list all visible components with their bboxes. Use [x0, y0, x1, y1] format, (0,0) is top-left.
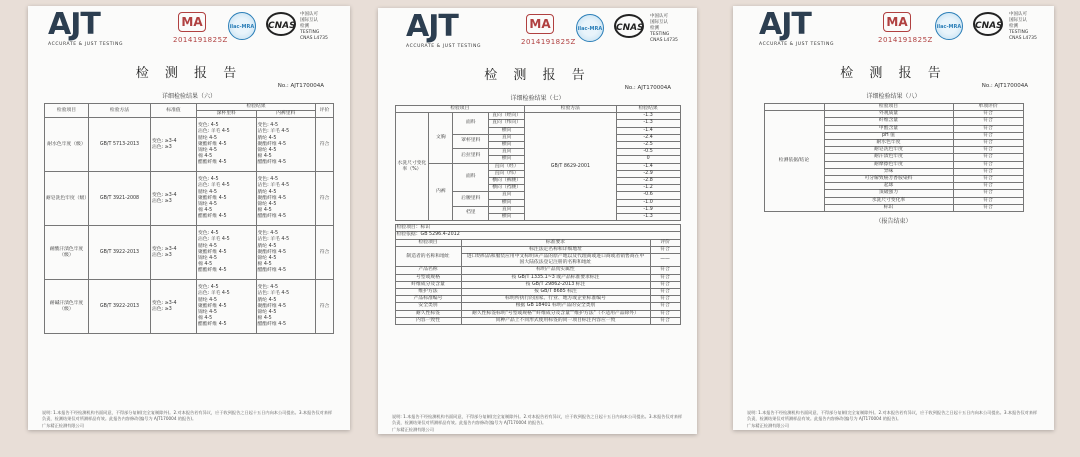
- ilac-mra-icon: ilac-MRA: [935, 12, 963, 40]
- table-cell: 后腰里料: [453, 192, 489, 206]
- table-cell: 直向: [489, 149, 525, 156]
- table-cell: 水洗尺寸变化率（%）: [395, 113, 429, 221]
- table-cell: 变色: 4-5 沾色: 羊毛 4-5 腈纶 4-5 聚酯纤维 4-5 锦纶 4-5 棉 4-5 醋酯纤维 4-5: [256, 226, 316, 280]
- ma-mark: MA: [526, 14, 554, 34]
- table-cell: 可分解致癌芳香胺染料: [824, 176, 953, 183]
- table-header: 检验方法: [89, 104, 151, 118]
- table-cell: 直向: [489, 134, 525, 141]
- table-cell: 耐水色牢度（级）: [45, 118, 89, 172]
- table-cell: GB/T 3922-2013: [89, 280, 151, 334]
- table-cell: 直向（纬）: [489, 170, 525, 177]
- table-cell: -1.3: [616, 214, 680, 221]
- table-cell: 耐久性标签: [395, 310, 461, 317]
- table-cell: 横向: [489, 156, 525, 163]
- table-cell: 变色: 4-5 沾色: 羊毛 4-5 腈纶 4-5 聚酯纤维 4-5 锦纶 4-5 棉 4-5 醋酯纤维 4-5: [256, 118, 316, 172]
- table-cell: 标注法定名称和详细地址: [461, 246, 650, 253]
- table-header: 检验项目: [395, 239, 461, 246]
- table-cell: 符合: [953, 190, 1023, 197]
- table-cell: 符合: [953, 111, 1023, 118]
- table-cell: 耐碱汗渍色牢度（级）: [45, 280, 89, 334]
- table-cell: 同种产品上不同形式使用标签的同一项目标注内容应一致: [461, 317, 650, 324]
- table-row: [395, 113, 680, 120]
- table-cell: 耐摩擦色牢度: [824, 161, 953, 168]
- table-cell: 横向（裆腰）: [489, 185, 525, 192]
- table-cell: -2.9: [616, 170, 680, 177]
- table-cell: -2.4: [616, 134, 680, 141]
- table-cell: 进口纺织品和服装应用中文标明该产品的原产地以及代理商或进口商或者销售商在中国大陆依法登记注册的名称和地址: [461, 254, 650, 267]
- cnas-icon: CNAS: [973, 12, 1003, 36]
- table-header: [764, 104, 824, 111]
- report-footer: 说明: 1.本报告不经检测机构书面同意，不得部分复制(完全复制除外)。2.对本报告若有异议，应于收到报告之日起十五日内向本公司提出。3.本报告仅对来样负责，检测结果仅对所测样品有效。此报告内容修改(编号为 AJT170004 的报告)。: [42, 410, 333, 421]
- table-cell: 符合: [953, 125, 1023, 132]
- ajt-logo-subtitle: ACCURATE & JUST TESTING: [406, 44, 482, 49]
- table-cell: 耐皂洗色牢度: [824, 147, 953, 154]
- cnas-icon: CNAS: [614, 14, 644, 38]
- table-cell: 变色: 4-5 沾色: 羊毛 4-5 腈纶 4-5 聚酯纤维 4-5 锦纶 4-5 棉 4-5 醋酯纤维 4-5: [256, 172, 316, 226]
- table-cell: 直向（纬向）: [489, 120, 525, 127]
- table-cell: -1.2: [616, 185, 680, 192]
- table-cell: 横向: [489, 199, 525, 206]
- table-cell: 内裤: [429, 163, 453, 221]
- table-header: 检验结果: [197, 104, 316, 111]
- table-row: [45, 280, 334, 334]
- table-cell: 耐久性标签标明"号型或规格""纤维成分及含量""维护方法"（不适用产品除外）: [461, 310, 650, 317]
- table-cell: 符合: [650, 281, 680, 288]
- table-cell: ——: [650, 254, 680, 267]
- table-cell: 变色: 4-5 沾色: 羊毛 4-5 腈纶 4-5 聚酯纤维 4-5 锦纶 4-5 棉 4-5 醋酯纤维 4-5: [256, 280, 316, 334]
- report-subtitle: 详细检验结果（六）: [161, 93, 216, 100]
- table-cell: 符合: [316, 172, 334, 226]
- table-cell: 制造者的名称和地址: [395, 246, 461, 267]
- table-cell: 符合: [953, 118, 1023, 125]
- table-cell: 纤维含量: [824, 118, 953, 125]
- table-cell: 耐酸汗渍色牢度（级）: [45, 226, 89, 280]
- table-cell: 直向（经）: [489, 163, 525, 170]
- table-cell: 维护方法: [395, 289, 461, 296]
- table-cell: 面料: [453, 113, 489, 135]
- cnas-icon: CNAS: [266, 12, 296, 36]
- table-header: 单项评价: [953, 104, 1023, 111]
- label-table: [395, 224, 681, 325]
- table-cell: 耐汗渍色牢度: [824, 154, 953, 161]
- report-header: [733, 6, 1054, 56]
- ma-mark: MA: [883, 12, 911, 32]
- table-cell: -0.5: [616, 149, 680, 156]
- table-cell: 号型或规格: [395, 274, 461, 281]
- table-subheader: 内裤里料: [256, 111, 316, 118]
- report-footer: 说明: 1.本报告不经检测机构书面同意，不得部分复制(完全复制除外)。2.对本报告若有异议，应于收到报告之日起十五日内向本公司提出。3.本报告仅对来样负责，检测结果仅对所测样品有效。此报告内容修改(编号为 AJT170004 的报告)。: [392, 414, 683, 425]
- table-cell: 横向（裤腰）: [489, 178, 525, 185]
- table-header: 检验项目: [395, 106, 525, 113]
- report-title: 检 测 报 告: [840, 66, 947, 81]
- table-cell: 符合: [953, 132, 1023, 139]
- table-row: [395, 274, 680, 281]
- table-cell: 内容一致性: [395, 317, 461, 324]
- table-row: [395, 317, 680, 324]
- table-cell: 起球: [824, 183, 953, 190]
- table-cell: GB/T 5713-2013: [89, 118, 151, 172]
- table-header: 评价: [316, 104, 334, 118]
- table-cell: 外观质量: [824, 111, 953, 118]
- report-title: 检 测 报 告: [484, 68, 591, 83]
- report-header: [28, 6, 350, 56]
- table-cell: -1.4: [616, 163, 680, 170]
- table-cell: 符合: [650, 289, 680, 296]
- dimension-table: [395, 105, 681, 221]
- table-row: [395, 303, 680, 310]
- table-cell: 符合: [953, 154, 1023, 161]
- table-row: [395, 296, 680, 303]
- report-header: [378, 8, 697, 58]
- table-cell: 变色: 4-5 沾色: 羊毛 4-5 腈纶 4-5 聚酯纤维 4-5 锦纶 4-5 棉 4-5 醋酯纤维 4-5: [197, 118, 257, 172]
- table-row: [45, 226, 334, 280]
- table-cell: 罩杯里料: [453, 134, 489, 148]
- summary-table: [764, 103, 1024, 212]
- table-row: [395, 281, 680, 288]
- company-name: 广东精正检测有限公司: [747, 423, 789, 428]
- report-page-7: [378, 8, 697, 434]
- table-row: [395, 310, 680, 317]
- table-cell: 符合: [953, 147, 1023, 154]
- table-cell: pH 值: [824, 132, 953, 139]
- report-title: 检 测 报 告: [135, 66, 243, 81]
- table-cell: 符合: [953, 183, 1023, 190]
- table-header: 检验方法: [525, 106, 617, 113]
- table-cell: 符合: [650, 303, 680, 310]
- table-cell: 耐皂洗色牢度（级）: [45, 172, 89, 226]
- table-cell: 甲醛含量: [824, 125, 953, 132]
- ma-number: 2014191825Z: [521, 38, 576, 46]
- table-cell: GB/T 3921-2008: [89, 172, 151, 226]
- table-cell: 顶破强力: [824, 190, 953, 197]
- table-cell: GB/T 8629-2001: [525, 113, 617, 221]
- table-row: [764, 111, 1023, 118]
- table-cell: 横向: [489, 127, 525, 134]
- table-header: 标准值: [151, 104, 197, 118]
- report-subtitle: 详细检验结果（八）: [866, 93, 921, 100]
- table-cell: 符合: [316, 226, 334, 280]
- company-name: 广东精正检测有限公司: [42, 423, 84, 428]
- report-end-note: （报告结束）: [875, 218, 912, 226]
- ajt-logo: AJT: [406, 9, 458, 44]
- table-row: [395, 267, 680, 274]
- label-basis: 检验依据：GB 5296.4-2012: [395, 232, 680, 239]
- table-cell: 直向: [489, 192, 525, 199]
- ma-mark: MA: [178, 12, 206, 32]
- table-cell: 根据 GB 18401 标明产品的安全类别: [461, 303, 650, 310]
- table-cell: 符合: [650, 246, 680, 253]
- ilac-mra-icon: ilac-MRA: [576, 14, 604, 42]
- table-cell: 横向: [489, 142, 525, 149]
- table-cell: 异味: [824, 168, 953, 175]
- table-cell: 符合: [316, 280, 334, 334]
- table-cell: 符合: [316, 118, 334, 172]
- ajt-logo-subtitle: ACCURATE & JUST TESTING: [48, 42, 124, 47]
- table-cell: 符合: [650, 317, 680, 324]
- table-cell: 变色: ≥3-4 沾色: ≥3: [151, 226, 197, 280]
- table-cell: 0: [616, 156, 680, 163]
- report-number: No.: AJT170004A: [981, 83, 1028, 89]
- table-cell: 按 GB/T 29862-2013 标注: [461, 281, 650, 288]
- table-cell: 直向（经向）: [489, 113, 525, 120]
- table-row: [395, 289, 680, 296]
- table-header: 检验项目: [824, 104, 953, 111]
- table-cell: -1.4: [616, 127, 680, 134]
- table-cell: 符合: [953, 176, 1023, 183]
- report-page-6: [28, 6, 350, 430]
- table-cell: 变色: ≥3-4 沾色: ≥3: [151, 118, 197, 172]
- table-cell: 按 GB/T 8685 标注: [461, 289, 650, 296]
- ajt-logo: AJT: [759, 7, 811, 42]
- results-table: [44, 103, 334, 334]
- table-cell: 水洗尺寸变化率: [824, 197, 953, 204]
- table-subheader: 深杯里料: [197, 111, 257, 118]
- cnas-text: 中国认可 国际互认 检测 TESTING CNAS L4735: [1009, 12, 1037, 41]
- table-cell: 产品标准编号: [395, 296, 461, 303]
- cnas-text: 中国认可 国际互认 检测 TESTING CNAS L4735: [300, 12, 328, 41]
- table-cell: 直向: [489, 206, 525, 213]
- table-cell: 档里: [453, 206, 489, 220]
- table-cell: 按 GB/T 1335.1~3 或产品标准要求标注: [461, 274, 650, 281]
- table-row: [45, 118, 334, 172]
- table-row: [45, 172, 334, 226]
- table-cell: 符合: [953, 168, 1023, 175]
- ma-number: 2014191825Z: [878, 36, 933, 44]
- table-cell: 符合: [650, 274, 680, 281]
- ajt-logo: AJT: [48, 7, 100, 42]
- ma-number: 2014191825Z: [173, 36, 228, 44]
- table-cell: 面料: [453, 163, 489, 192]
- table-cell: 符合: [650, 267, 680, 274]
- table-cell: 符合: [953, 161, 1023, 168]
- report-footer: 说明: 1.本报告不经检测机构书面同意，不得部分复制(完全复制除外)。2.对本报告若有异议，应于收到报告之日起十五日内向本公司提出。3.本报告仅对来样负责，检测结果仅对所测样品有效。此报告内容修改(编号为 AJT170004 的报告)。: [747, 410, 1038, 421]
- cnas-text: 中国认可 国际互认 检测 TESTING CNAS L4735: [650, 14, 678, 43]
- ilac-mra-icon: ilac-MRA: [228, 12, 256, 40]
- ajt-logo-subtitle: ACCURATE & JUST TESTING: [759, 42, 835, 47]
- table-header: 评价: [650, 239, 680, 246]
- report-number: No.: AJT170004A: [624, 85, 671, 91]
- table-cell: 符合: [953, 197, 1023, 204]
- table-cell: -0.6: [616, 192, 680, 199]
- table-cell: 纤维成分及含量: [395, 281, 461, 288]
- table-row: [395, 246, 680, 253]
- table-cell: 标明所执行的国家、行业、地方或企业标准编号: [461, 296, 650, 303]
- table-cell: GB/T 3922-2013: [89, 226, 151, 280]
- table-cell: 检测依据/结论: [764, 111, 824, 212]
- table-cell: 耐水色牢度: [824, 140, 953, 147]
- table-cell: 符合: [953, 140, 1023, 147]
- table-cell: -1.3: [616, 113, 680, 120]
- report-page-8: [733, 6, 1054, 430]
- table-cell: 变色: ≥3-4 沾色: ≥3: [151, 280, 197, 334]
- table-cell: 产品名称: [395, 267, 461, 274]
- table-cell: 横向: [489, 214, 525, 221]
- table-cell: 标识: [824, 204, 953, 211]
- table-cell: 安全类别: [395, 303, 461, 310]
- table-cell: -1.9: [616, 206, 680, 213]
- table-header: 检验结果: [616, 106, 680, 113]
- table-header: 标准要求: [461, 239, 650, 246]
- report-subtitle: 详细检验结果（七）: [510, 95, 565, 102]
- table-cell: 符合: [650, 310, 680, 317]
- table-cell: -1.0: [616, 199, 680, 206]
- table-cell: 变色: 4-5 沾色: 羊毛 4-5 腈纶 4-5 聚酯纤维 4-5 锦纶 4-5 棉 4-5 醋酯纤维 4-5: [197, 226, 257, 280]
- table-cell: 文胸: [429, 113, 453, 163]
- report-number: No.: AJT170004A: [277, 83, 324, 89]
- table-header: 检验项目: [45, 104, 89, 118]
- table-cell: -2.8: [616, 178, 680, 185]
- table-cell: 后拉里料: [453, 149, 489, 163]
- table-cell: 变色: ≥3-4 沾色: ≥3: [151, 172, 197, 226]
- table-cell: 变色: 4-5 沾色: 羊毛 4-5 腈纶 4-5 聚酯纤维 4-5 锦纶 4-5 棉 4-5 醋酯纤维 4-5: [197, 172, 257, 226]
- company-name: 广东精正检测有限公司: [392, 427, 434, 432]
- table-cell: 变色: 4-5 沾色: 羊毛 4-5 腈纶 4-5 聚酯纤维 4-5 锦纶 4-5 棉 4-5 醋酯纤维 4-5: [197, 280, 257, 334]
- table-cell: -2.5: [616, 142, 680, 149]
- table-cell: 符合: [650, 296, 680, 303]
- table-cell: 标明产品真实属性: [461, 267, 650, 274]
- table-cell: -1.3: [616, 120, 680, 127]
- label-title: 检验项目：标识: [395, 225, 680, 232]
- table-cell: 符合: [953, 204, 1023, 211]
